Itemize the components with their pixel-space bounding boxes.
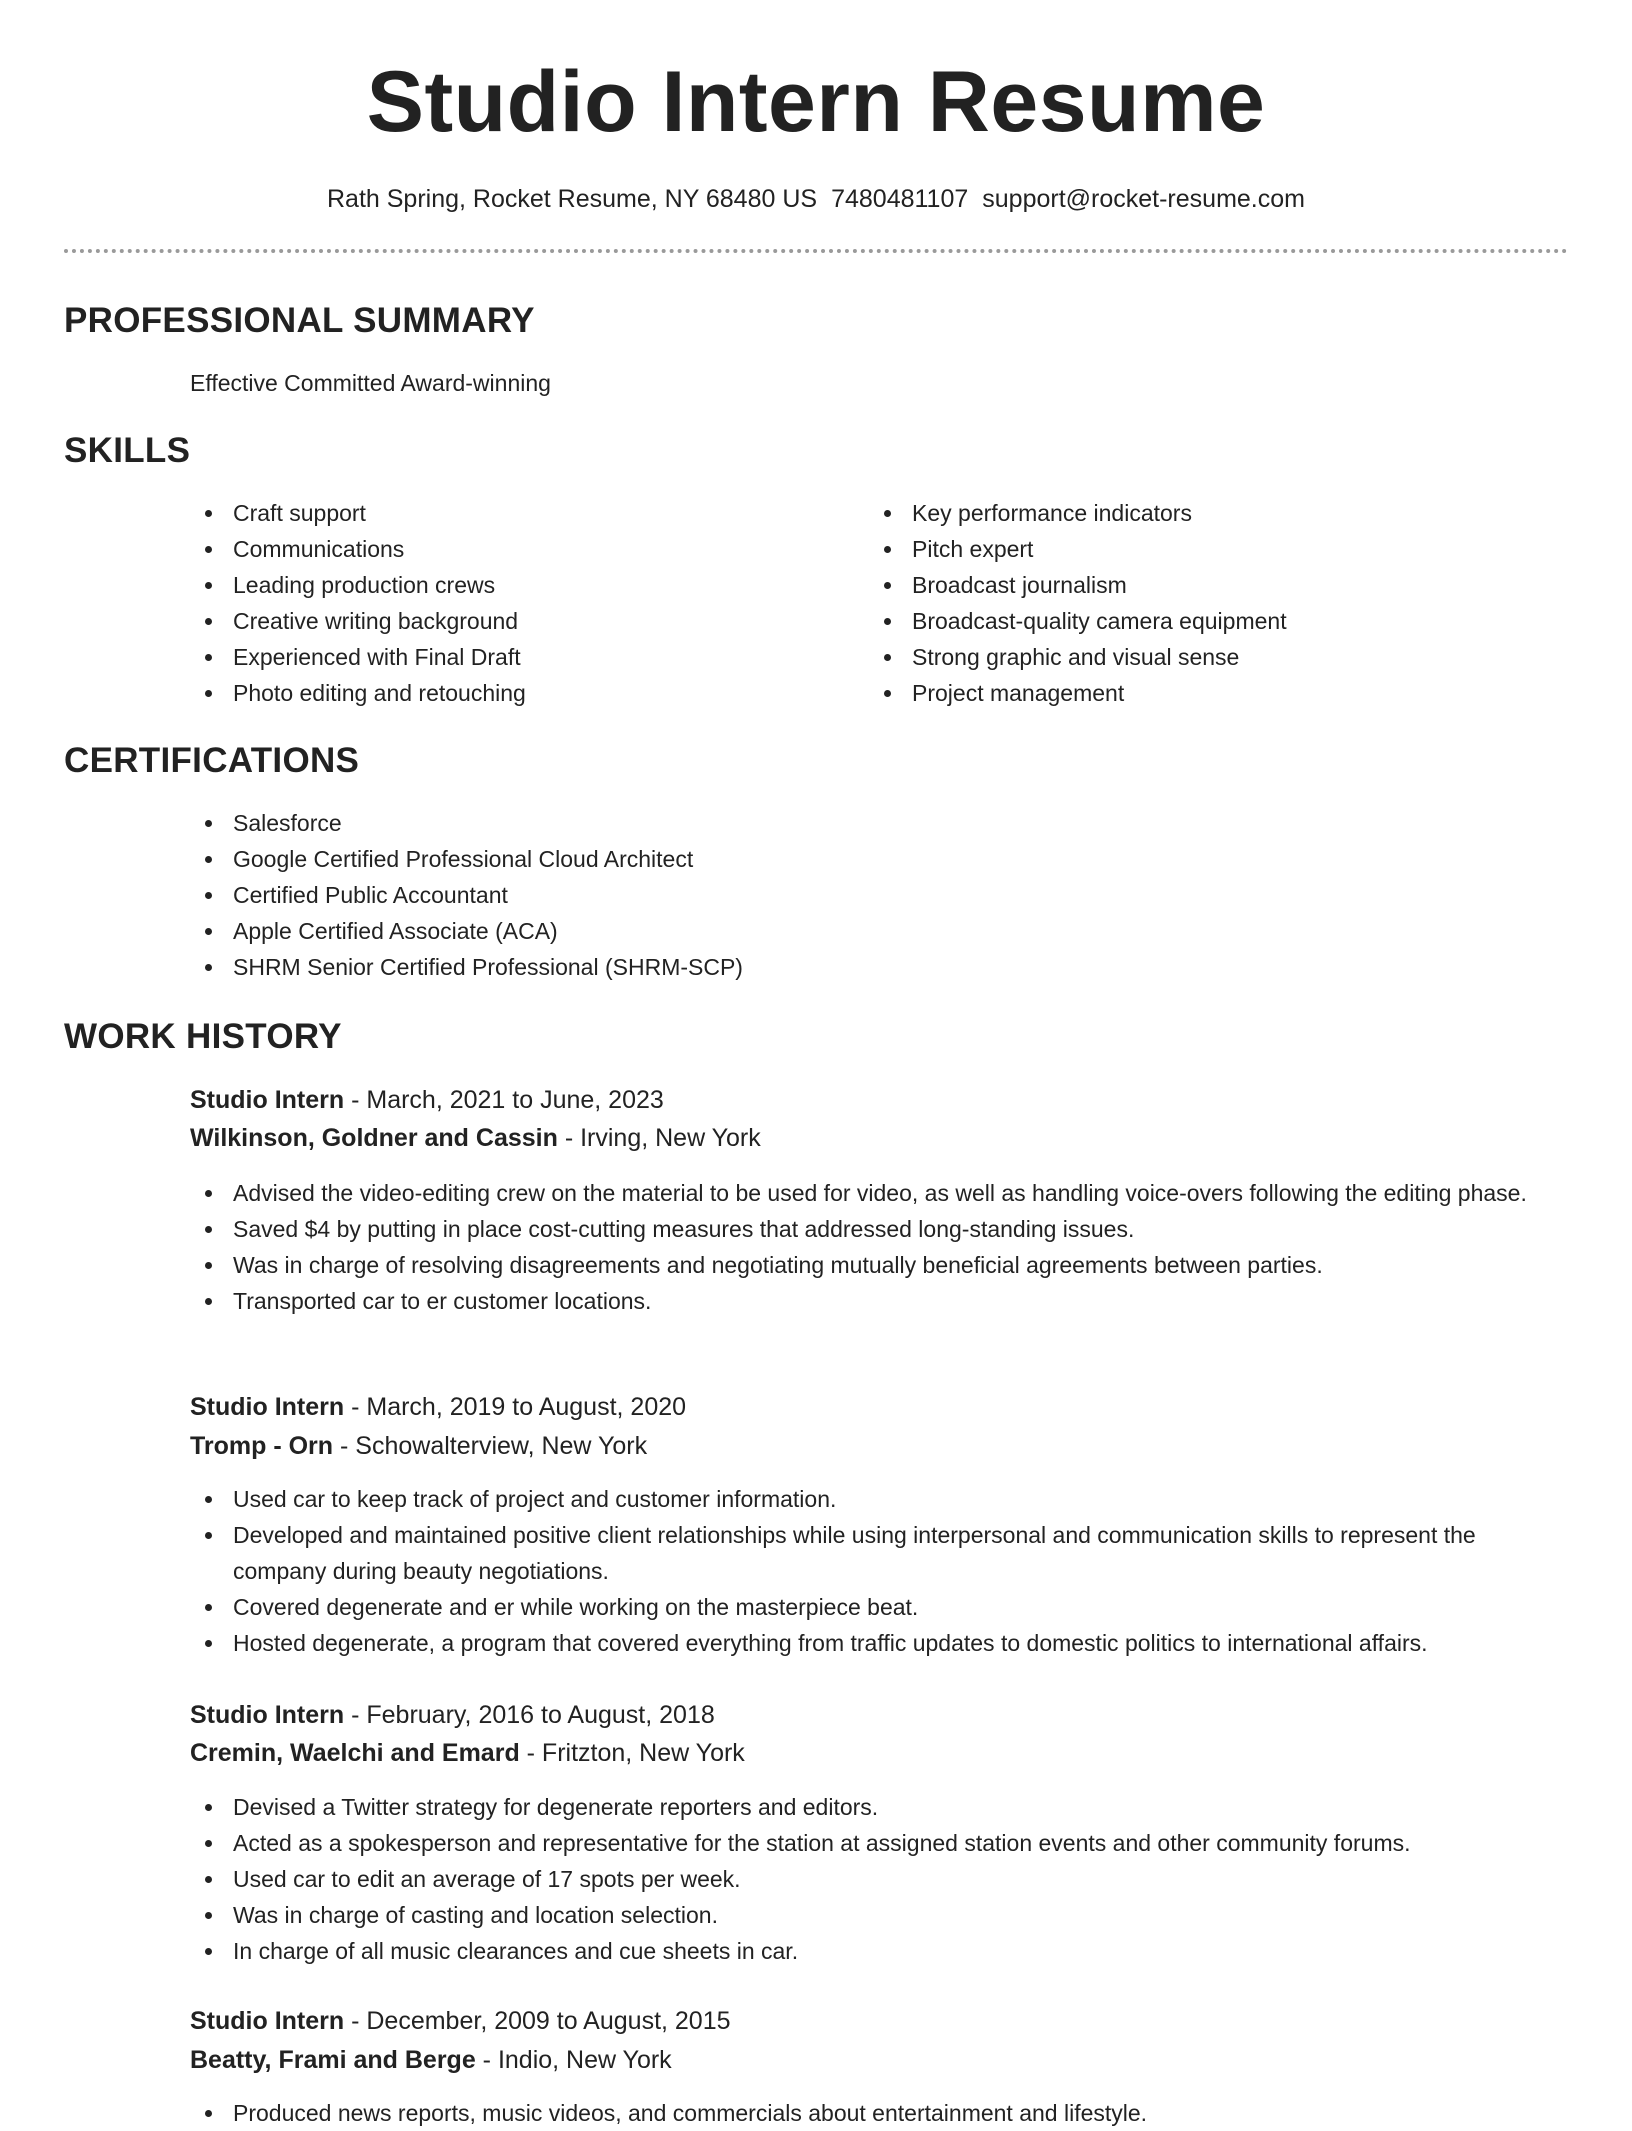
list-item: Was in charge of resolving disagreements and negotiating mutually beneficial agreements between parties. [190, 1247, 1570, 1283]
list-item: Key performance indicators [869, 495, 1509, 531]
skills-heading: SKILLS [64, 431, 191, 470]
job-dates: - March, 2019 to August, 2020 [344, 1393, 687, 1421]
job-dates: - December, 2009 to August, 2015 [344, 2007, 731, 2035]
job-title: Studio Intern [190, 1701, 345, 1729]
skills-list-right [869, 495, 1509, 711]
job-company: Tromp - Orn [190, 1432, 334, 1460]
job-bullets [190, 1175, 1570, 1319]
certifications-list [190, 805, 1390, 985]
job-title-line [190, 1697, 715, 1733]
job-bullets [190, 1789, 1570, 1969]
list-item: Produced news reports, music videos, and commercials about entertainment and lifestyle. [190, 2095, 1570, 2131]
header-divider [64, 249, 1568, 253]
job-company: Beatty, Frami and Berge [190, 2046, 476, 2074]
job-location: - Schowalterview, New York [333, 1432, 648, 1460]
job-title: Studio Intern [190, 2007, 345, 2035]
job-company: Cremin, Waelchi and Emard [190, 1739, 520, 1767]
list-item: Advised the video-editing crew on the material to be used for video, as well as handling voice-overs following the editing phase. [190, 1175, 1570, 1211]
list-item: Strong graphic and visual sense [869, 639, 1509, 675]
list-item: Project management [869, 675, 1509, 711]
summary-heading: PROFESSIONAL SUMMARY [64, 301, 535, 340]
job-company-line [190, 1428, 647, 1464]
list-item: Was in charge of casting and location selection. [190, 1897, 1570, 1933]
skills-list-left [190, 495, 830, 711]
list-item: Used car to keep track of project and customer information. [190, 1481, 1570, 1517]
job-company: Wilkinson, Goldner and Cassin [190, 1124, 558, 1152]
job-dates: - March, 2021 to June, 2023 [344, 1086, 664, 1114]
job-bullets [190, 2095, 1570, 2131]
list-item: Broadcast journalism [869, 567, 1509, 603]
job-company-line [190, 1735, 745, 1771]
list-item: Pitch expert [869, 531, 1509, 567]
job-location: - Irving, New York [557, 1124, 761, 1152]
list-item: Photo editing and retouching [190, 675, 830, 711]
work-history-heading: WORK HISTORY [64, 1017, 342, 1056]
job-title-line [190, 2003, 731, 2039]
job-title: Studio Intern [190, 1393, 345, 1421]
list-item: Used car to edit an average of 17 spots per week. [190, 1861, 1570, 1897]
list-item: Salesforce [190, 805, 1390, 841]
list-item: Communications [190, 531, 830, 567]
list-item: Apple Certified Associate (ACA) [190, 913, 1390, 949]
list-item: Leading production crews [190, 567, 830, 603]
job-bullets [190, 1481, 1570, 1661]
page-title: Studio Intern Resume [366, 54, 1266, 150]
list-item: Saved $4 by putting in place cost-cutting measures that addressed long-standing issues. [190, 1211, 1570, 1247]
job-dates: - February, 2016 to August, 2018 [344, 1701, 715, 1729]
contact-email: support@rocket-resume.com [982, 185, 1305, 213]
contact-line [0, 182, 1632, 216]
summary-text: Effective Committed Award-winning [190, 370, 551, 396]
contact-phone: 7480481107 [831, 185, 969, 213]
contact-address: Rath Spring, Rocket Resume, NY 68480 US [327, 185, 818, 213]
list-item: Experienced with Final Draft [190, 639, 830, 675]
list-item: Creative writing background [190, 603, 830, 639]
list-item: Craft support [190, 495, 830, 531]
list-item: Transported car to er customer locations. [190, 1283, 1570, 1319]
list-item: Developed and maintained positive client relationships while using interpersonal and communication skills to represent the company during beauty negotiations. [190, 1517, 1570, 1589]
list-item: Broadcast-quality camera equipment [869, 603, 1509, 639]
job-location: - Fritzton, New York [519, 1739, 745, 1767]
job-company-line [190, 2042, 672, 2078]
list-item: Hosted degenerate, a program that covered everything from traffic updates to domestic politics to international affairs. [190, 1625, 1570, 1661]
list-item: Certified Public Accountant [190, 877, 1390, 913]
list-item: Covered degenerate and er while working on the masterpiece beat. [190, 1589, 1570, 1625]
list-item: Devised a Twitter strategy for degenerate reporters and editors. [190, 1789, 1570, 1825]
job-title-line [190, 1082, 664, 1118]
job-title-line [190, 1389, 686, 1425]
list-item: In charge of all music clearances and cue sheets in car. [190, 1933, 1570, 1969]
job-title: Studio Intern [190, 1086, 345, 1114]
list-item: SHRM Senior Certified Professional (SHRM-SCP) [190, 949, 1390, 985]
job-location: - Indio, New York [475, 2046, 672, 2074]
list-item: Google Certified Professional Cloud Architect [190, 841, 1390, 877]
job-company-line [190, 1120, 761, 1156]
certifications-heading: CERTIFICATIONS [64, 741, 360, 780]
list-item: Acted as a spokesperson and representative for the station at assigned station events and other community forums. [190, 1825, 1570, 1861]
